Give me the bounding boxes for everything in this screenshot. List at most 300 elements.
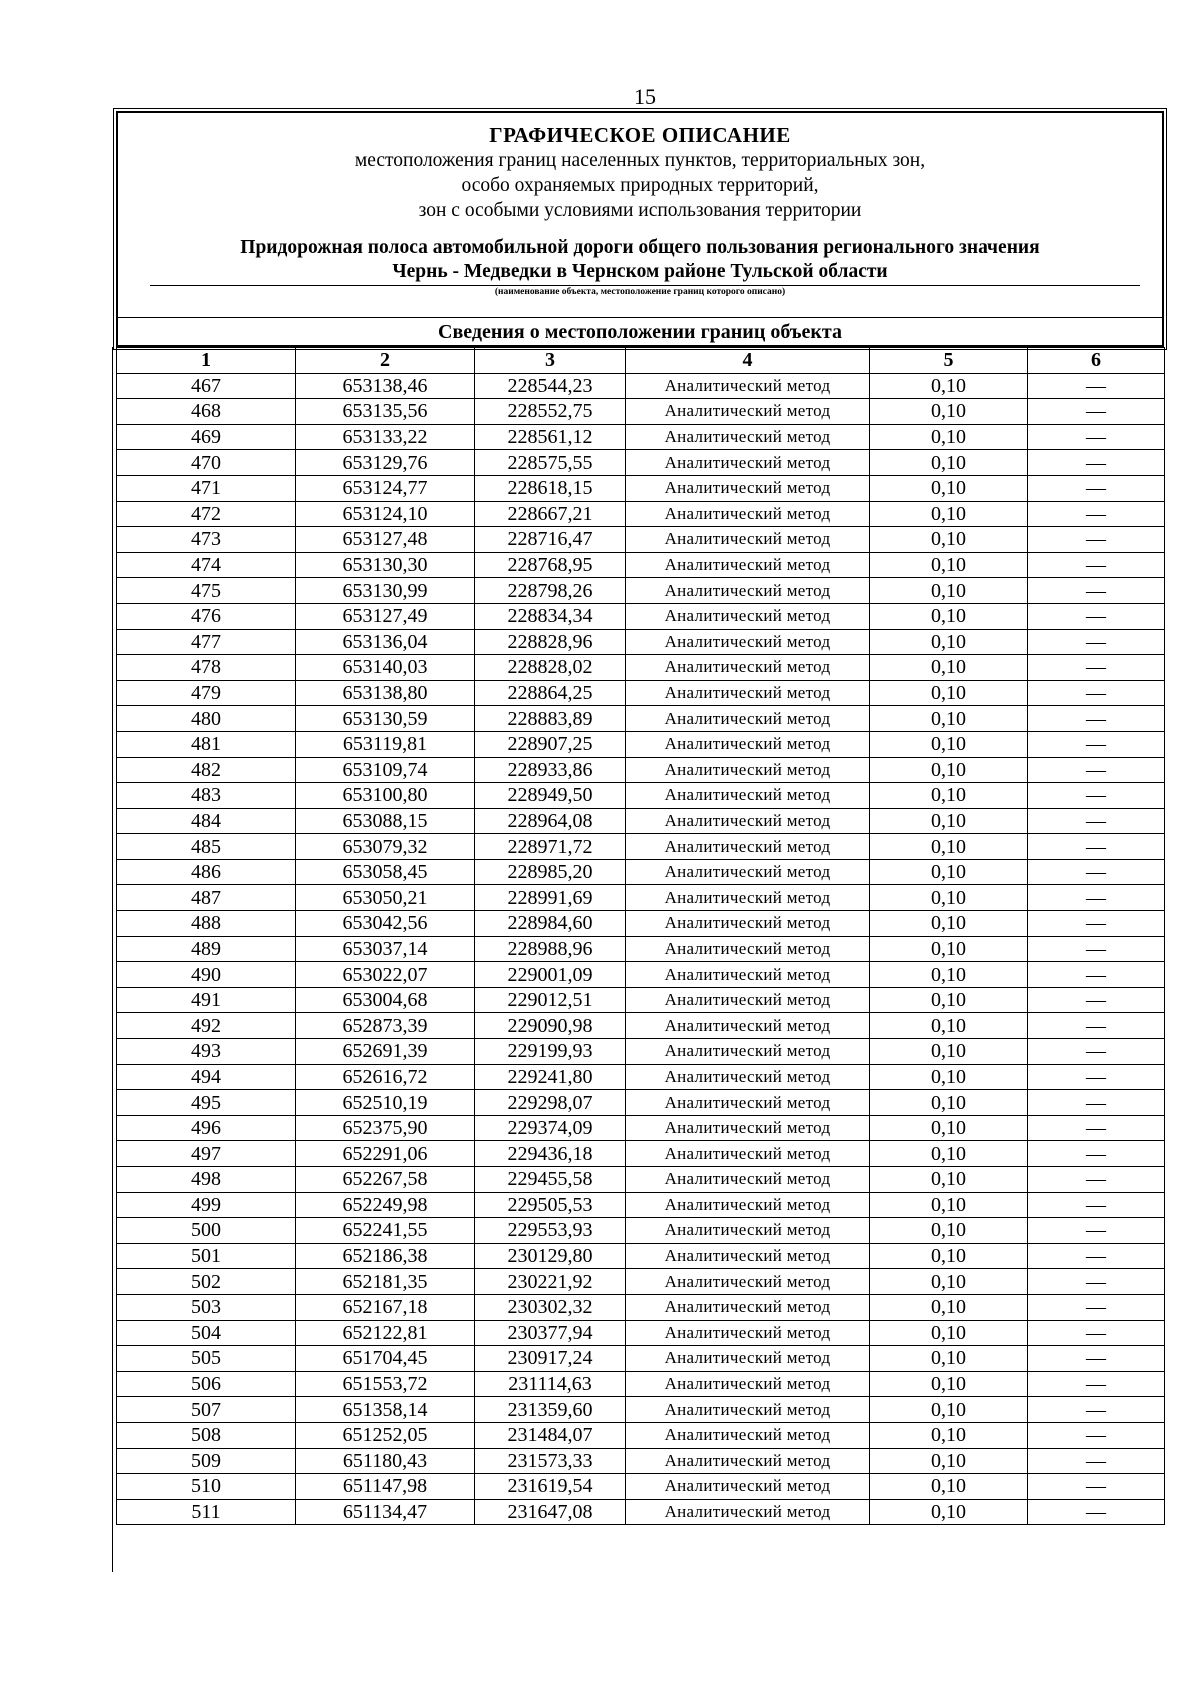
accuracy-cell: 0,10	[870, 1499, 1028, 1525]
accuracy-cell: 0,10	[870, 1243, 1028, 1269]
coordinate-x-cell: 652167,18	[296, 1294, 475, 1320]
description-cell: —	[1028, 1397, 1165, 1423]
point-number-cell: 488	[117, 911, 296, 937]
point-number-cell: 491	[117, 987, 296, 1013]
coordinate-y-cell: 228544,23	[475, 373, 626, 399]
description-cell: —	[1028, 706, 1165, 732]
point-number-cell: 468	[117, 399, 296, 425]
point-number-cell: 498	[117, 1167, 296, 1193]
coordinate-x-cell: 653058,45	[296, 859, 475, 885]
method-cell: Аналитический метод	[626, 680, 870, 706]
coordinate-x-cell: 651553,72	[296, 1371, 475, 1397]
accuracy-cell: 0,10	[870, 475, 1028, 501]
coordinate-x-cell: 653037,14	[296, 936, 475, 962]
point-number-cell: 484	[117, 808, 296, 834]
coordinates-table	[116, 347, 1165, 1525]
accuracy-cell: 0,10	[870, 1371, 1028, 1397]
coordinate-y-cell: 231647,08	[475, 1499, 626, 1525]
point-number-cell: 501	[117, 1243, 296, 1269]
table-row	[117, 1243, 1165, 1269]
object-underline	[150, 285, 1140, 286]
description-cell: —	[1028, 1294, 1165, 1320]
coordinate-y-cell: 228933,86	[475, 757, 626, 783]
table-row	[117, 527, 1165, 553]
table-row	[117, 731, 1165, 757]
accuracy-cell: 0,10	[870, 629, 1028, 655]
accuracy-cell: 0,10	[870, 808, 1028, 834]
coordinate-x-cell: 653124,77	[296, 475, 475, 501]
point-number-cell: 509	[117, 1448, 296, 1474]
table-row	[117, 987, 1165, 1013]
coordinate-x-cell: 653138,46	[296, 373, 475, 399]
coordinate-y-cell: 228964,08	[475, 808, 626, 834]
description-cell: —	[1028, 527, 1165, 553]
description-cell: —	[1028, 834, 1165, 860]
table-row	[117, 859, 1165, 885]
coordinate-x-cell: 653138,80	[296, 680, 475, 706]
table-row	[117, 1064, 1165, 1090]
accuracy-cell: 0,10	[870, 706, 1028, 732]
accuracy-cell: 0,10	[870, 834, 1028, 860]
table-row	[117, 1346, 1165, 1372]
accuracy-cell: 0,10	[870, 1064, 1028, 1090]
point-number-cell: 479	[117, 680, 296, 706]
description-cell: —	[1028, 987, 1165, 1013]
point-number-cell: 505	[117, 1346, 296, 1372]
table-row	[117, 936, 1165, 962]
table-row	[117, 911, 1165, 937]
point-number-cell: 499	[117, 1192, 296, 1218]
coordinate-y-cell: 230917,24	[475, 1346, 626, 1372]
coordinate-y-cell: 228552,75	[475, 399, 626, 425]
coordinate-x-cell: 653088,15	[296, 808, 475, 834]
coordinate-x-cell: 653140,03	[296, 655, 475, 681]
coordinate-x-cell: 653135,56	[296, 399, 475, 425]
point-number-cell: 474	[117, 552, 296, 578]
method-cell: Аналитический метод	[626, 1167, 870, 1193]
point-number-cell: 470	[117, 450, 296, 476]
coordinate-y-cell: 229001,09	[475, 962, 626, 988]
point-number-cell: 508	[117, 1422, 296, 1448]
table-body	[117, 373, 1165, 1525]
coordinate-x-cell: 652241,55	[296, 1218, 475, 1244]
point-number-cell: 494	[117, 1064, 296, 1090]
point-number-cell: 478	[117, 655, 296, 681]
description-cell: —	[1028, 757, 1165, 783]
column-header-5: 5	[870, 348, 1028, 374]
point-number-cell: 489	[117, 936, 296, 962]
point-number-cell: 480	[117, 706, 296, 732]
coordinate-y-cell: 229436,18	[475, 1141, 626, 1167]
point-number-cell: 481	[117, 731, 296, 757]
table-row	[117, 1039, 1165, 1065]
table-row	[117, 1371, 1165, 1397]
coordinate-x-cell: 653127,49	[296, 603, 475, 629]
table-row	[117, 1115, 1165, 1141]
method-cell: Аналитический метод	[626, 1474, 870, 1500]
document-frame	[116, 111, 1164, 1573]
table-row	[117, 399, 1165, 425]
description-cell: —	[1028, 450, 1165, 476]
method-cell: Аналитический метод	[626, 1346, 870, 1372]
point-number-cell: 486	[117, 859, 296, 885]
description-cell: —	[1028, 552, 1165, 578]
coordinate-x-cell: 653127,48	[296, 527, 475, 553]
accuracy-cell: 0,10	[870, 424, 1028, 450]
method-cell: Аналитический метод	[626, 603, 870, 629]
coordinate-y-cell: 230129,80	[475, 1243, 626, 1269]
accuracy-cell: 0,10	[870, 527, 1028, 553]
method-cell: Аналитический метод	[626, 1320, 870, 1346]
method-cell: Аналитический метод	[626, 1115, 870, 1141]
accuracy-cell: 0,10	[870, 911, 1028, 937]
point-number-cell: 490	[117, 962, 296, 988]
table-row	[117, 603, 1165, 629]
table-row	[117, 680, 1165, 706]
description-cell: —	[1028, 1039, 1165, 1065]
coordinate-x-cell: 653129,76	[296, 450, 475, 476]
method-cell: Аналитический метод	[626, 1141, 870, 1167]
coordinate-x-cell: 652375,90	[296, 1115, 475, 1141]
point-number-cell: 492	[117, 1013, 296, 1039]
description-cell: —	[1028, 655, 1165, 681]
description-cell: —	[1028, 629, 1165, 655]
description-cell: —	[1028, 859, 1165, 885]
table-row	[117, 1397, 1165, 1423]
method-cell: Аналитический метод	[626, 1192, 870, 1218]
table-row	[117, 629, 1165, 655]
description-cell: —	[1028, 1115, 1165, 1141]
coordinate-x-cell: 651134,47	[296, 1499, 475, 1525]
table-row	[117, 475, 1165, 501]
accuracy-cell: 0,10	[870, 1320, 1028, 1346]
coordinate-y-cell: 231114,63	[475, 1371, 626, 1397]
coordinate-x-cell: 651358,14	[296, 1397, 475, 1423]
description-cell: —	[1028, 731, 1165, 757]
accuracy-cell: 0,10	[870, 399, 1028, 425]
coordinate-x-cell: 653022,07	[296, 962, 475, 988]
accuracy-cell: 0,10	[870, 987, 1028, 1013]
coordinate-y-cell: 228716,47	[475, 527, 626, 553]
point-number-cell: 493	[117, 1039, 296, 1065]
header-divider	[118, 317, 1162, 318]
method-cell: Аналитический метод	[626, 501, 870, 527]
coordinate-x-cell: 651252,05	[296, 1422, 475, 1448]
accuracy-cell: 0,10	[870, 1294, 1028, 1320]
method-cell: Аналитический метод	[626, 1448, 870, 1474]
point-number-cell: 469	[117, 424, 296, 450]
coordinate-y-cell: 228798,26	[475, 578, 626, 604]
coordinate-y-cell: 228618,15	[475, 475, 626, 501]
coordinate-x-cell: 652249,98	[296, 1192, 475, 1218]
accuracy-cell: 0,10	[870, 1115, 1028, 1141]
accuracy-cell: 0,10	[870, 1397, 1028, 1423]
coordinate-x-cell: 652181,35	[296, 1269, 475, 1295]
accuracy-cell: 0,10	[870, 552, 1028, 578]
point-number-cell: 496	[117, 1115, 296, 1141]
description-cell: —	[1028, 1218, 1165, 1244]
method-cell: Аналитический метод	[626, 1243, 870, 1269]
coordinate-x-cell: 653130,59	[296, 706, 475, 732]
accuracy-cell: 0,10	[870, 450, 1028, 476]
table-row	[117, 885, 1165, 911]
description-cell: —	[1028, 1269, 1165, 1295]
object-name-line-2: Чернь - Медведки в Чернском районе Тульской области	[392, 261, 888, 282]
page-number: 15	[634, 84, 656, 109]
coordinate-y-cell: 228561,12	[475, 424, 626, 450]
table-row	[117, 706, 1165, 732]
coordinate-x-cell: 653100,80	[296, 783, 475, 809]
table-row	[117, 783, 1165, 809]
description-cell: —	[1028, 1090, 1165, 1116]
point-number-cell: 485	[117, 834, 296, 860]
coordinate-y-cell: 228575,55	[475, 450, 626, 476]
accuracy-cell: 0,10	[870, 936, 1028, 962]
method-cell: Аналитический метод	[626, 552, 870, 578]
coordinate-x-cell: 653119,81	[296, 731, 475, 757]
table-row	[117, 757, 1165, 783]
coordinate-x-cell: 653130,30	[296, 552, 475, 578]
description-cell: —	[1028, 1192, 1165, 1218]
point-number-cell: 497	[117, 1141, 296, 1167]
description-cell: —	[1028, 1064, 1165, 1090]
method-cell: Аналитический метод	[626, 655, 870, 681]
method-cell: Аналитический метод	[626, 1499, 870, 1525]
table-row	[117, 578, 1165, 604]
accuracy-cell: 0,10	[870, 1167, 1028, 1193]
method-cell: Аналитический метод	[626, 1064, 870, 1090]
coordinate-y-cell: 228834,34	[475, 603, 626, 629]
point-number-cell: 507	[117, 1397, 296, 1423]
coordinate-x-cell: 652616,72	[296, 1064, 475, 1090]
table-row	[117, 962, 1165, 988]
point-number-cell: 476	[117, 603, 296, 629]
method-cell: Аналитический метод	[626, 475, 870, 501]
coordinate-y-cell: 228988,96	[475, 936, 626, 962]
point-number-cell: 467	[117, 373, 296, 399]
coordinate-x-cell: 653136,04	[296, 629, 475, 655]
coordinate-y-cell: 228991,69	[475, 885, 626, 911]
header-box	[116, 111, 1164, 347]
accuracy-cell: 0,10	[870, 1218, 1028, 1244]
description-cell: —	[1028, 962, 1165, 988]
point-number-cell: 483	[117, 783, 296, 809]
coordinate-x-cell: 652267,58	[296, 1167, 475, 1193]
left-edge-line	[112, 347, 113, 1572]
object-caption: (наименование объекта, местоположение границ которого описано)	[494, 287, 786, 297]
table-row	[117, 1192, 1165, 1218]
accuracy-cell: 0,10	[870, 1090, 1028, 1116]
coordinate-y-cell: 228828,02	[475, 655, 626, 681]
table-row	[117, 1218, 1165, 1244]
accuracy-cell: 0,10	[870, 1422, 1028, 1448]
coordinate-y-cell: 228907,25	[475, 731, 626, 757]
accuracy-cell: 0,10	[870, 962, 1028, 988]
point-number-cell: 471	[117, 475, 296, 501]
method-cell: Аналитический метод	[626, 1422, 870, 1448]
accuracy-cell: 0,10	[870, 373, 1028, 399]
table-row	[117, 1499, 1165, 1525]
description-cell: —	[1028, 1141, 1165, 1167]
method-cell: Аналитический метод	[626, 424, 870, 450]
subtitle-line-3: зон с особыми условиями использования территории	[418, 200, 862, 221]
method-cell: Аналитический метод	[626, 527, 870, 553]
point-number-cell: 487	[117, 885, 296, 911]
method-cell: Аналитический метод	[626, 1294, 870, 1320]
point-number-cell: 502	[117, 1269, 296, 1295]
coordinate-y-cell: 231484,07	[475, 1422, 626, 1448]
point-number-cell: 504	[117, 1320, 296, 1346]
coordinate-x-cell: 651704,45	[296, 1346, 475, 1372]
coordinate-y-cell: 228864,25	[475, 680, 626, 706]
column-header-4: 4	[626, 348, 870, 374]
description-cell: —	[1028, 783, 1165, 809]
method-cell: Аналитический метод	[626, 757, 870, 783]
point-number-cell: 475	[117, 578, 296, 604]
method-cell: Аналитический метод	[626, 834, 870, 860]
object-name-line-1: Придорожная полоса автомобильной дороги общего пользования регионального значения	[240, 237, 1040, 258]
coordinate-y-cell: 229241,80	[475, 1064, 626, 1090]
description-cell: —	[1028, 1448, 1165, 1474]
accuracy-cell: 0,10	[870, 783, 1028, 809]
table-row	[117, 1474, 1165, 1500]
coordinate-y-cell: 231359,60	[475, 1397, 626, 1423]
description-cell: —	[1028, 1474, 1165, 1500]
coordinate-y-cell: 228984,60	[475, 911, 626, 937]
method-cell: Аналитический метод	[626, 373, 870, 399]
description-cell: —	[1028, 373, 1165, 399]
description-cell: —	[1028, 399, 1165, 425]
method-cell: Аналитический метод	[626, 731, 870, 757]
table-row	[117, 1294, 1165, 1320]
coordinate-x-cell: 652873,39	[296, 1013, 475, 1039]
method-cell: Аналитический метод	[626, 783, 870, 809]
description-cell: —	[1028, 885, 1165, 911]
point-number-cell: 510	[117, 1474, 296, 1500]
table-row	[117, 373, 1165, 399]
method-cell: Аналитический метод	[626, 1090, 870, 1116]
accuracy-cell: 0,10	[870, 1269, 1028, 1295]
coordinate-y-cell: 229455,58	[475, 1167, 626, 1193]
method-cell: Аналитический метод	[626, 859, 870, 885]
method-cell: Аналитический метод	[626, 399, 870, 425]
description-cell: —	[1028, 936, 1165, 962]
point-number-cell: 477	[117, 629, 296, 655]
coordinate-x-cell: 651180,43	[296, 1448, 475, 1474]
coordinate-x-cell: 653004,68	[296, 987, 475, 1013]
table-row	[117, 424, 1165, 450]
point-number-cell: 503	[117, 1294, 296, 1320]
method-cell: Аналитический метод	[626, 1397, 870, 1423]
column-header-1: 1	[117, 348, 296, 374]
coordinate-y-cell: 228971,72	[475, 834, 626, 860]
coordinate-y-cell: 228768,95	[475, 552, 626, 578]
coordinate-y-cell: 229553,93	[475, 1218, 626, 1244]
method-cell: Аналитический метод	[626, 962, 870, 988]
coordinate-x-cell: 653050,21	[296, 885, 475, 911]
accuracy-cell: 0,10	[870, 1039, 1028, 1065]
coordinate-y-cell: 229090,98	[475, 1013, 626, 1039]
method-cell: Аналитический метод	[626, 885, 870, 911]
document-title: ГРАФИЧЕСКОЕ ОПИСАНИЕ	[489, 123, 791, 147]
coordinate-x-cell: 653133,22	[296, 424, 475, 450]
coordinate-y-cell: 228985,20	[475, 859, 626, 885]
coordinate-y-cell: 229505,53	[475, 1192, 626, 1218]
description-cell: —	[1028, 501, 1165, 527]
coordinate-y-cell: 228667,21	[475, 501, 626, 527]
accuracy-cell: 0,10	[870, 1474, 1028, 1500]
coordinate-x-cell: 653079,32	[296, 834, 475, 860]
point-number-cell: 495	[117, 1090, 296, 1116]
accuracy-cell: 0,10	[870, 501, 1028, 527]
column-header-2: 2	[296, 348, 475, 374]
coordinate-x-cell: 653130,99	[296, 578, 475, 604]
coordinate-x-cell: 652186,38	[296, 1243, 475, 1269]
coordinate-x-cell: 653109,74	[296, 757, 475, 783]
description-cell: —	[1028, 424, 1165, 450]
coordinate-y-cell: 230302,32	[475, 1294, 626, 1320]
description-cell: —	[1028, 1167, 1165, 1193]
accuracy-cell: 0,10	[870, 655, 1028, 681]
description-cell: —	[1028, 1013, 1165, 1039]
table-row	[117, 501, 1165, 527]
coordinate-x-cell: 651147,98	[296, 1474, 475, 1500]
table-row	[117, 808, 1165, 834]
description-cell: —	[1028, 1422, 1165, 1448]
method-cell: Аналитический метод	[626, 1013, 870, 1039]
method-cell: Аналитический метод	[626, 450, 870, 476]
description-cell: —	[1028, 911, 1165, 937]
coordinate-x-cell: 653042,56	[296, 911, 475, 937]
table-row	[117, 450, 1165, 476]
description-cell: —	[1028, 1499, 1165, 1525]
coordinate-y-cell: 231619,54	[475, 1474, 626, 1500]
column-header-6: 6	[1028, 348, 1165, 374]
coordinate-y-cell: 229012,51	[475, 987, 626, 1013]
accuracy-cell: 0,10	[870, 757, 1028, 783]
description-cell: —	[1028, 1346, 1165, 1372]
table-row	[117, 1320, 1165, 1346]
table-row	[117, 655, 1165, 681]
method-cell: Аналитический метод	[626, 1371, 870, 1397]
subtitle-line-1: местоположения границ населенных пунктов, территориальных зон,	[354, 150, 926, 171]
accuracy-cell: 0,10	[870, 680, 1028, 706]
table-row	[117, 1013, 1165, 1039]
method-cell: Аналитический метод	[626, 1218, 870, 1244]
point-number-cell: 472	[117, 501, 296, 527]
accuracy-cell: 0,10	[870, 1192, 1028, 1218]
accuracy-cell: 0,10	[870, 603, 1028, 629]
coordinate-x-cell: 652291,06	[296, 1141, 475, 1167]
method-cell: Аналитический метод	[626, 987, 870, 1013]
coordinate-y-cell: 229374,09	[475, 1115, 626, 1141]
method-cell: Аналитический метод	[626, 1039, 870, 1065]
method-cell: Аналитический метод	[626, 706, 870, 732]
accuracy-cell: 0,10	[870, 1448, 1028, 1474]
coordinate-x-cell: 652122,81	[296, 1320, 475, 1346]
accuracy-cell: 0,10	[870, 1346, 1028, 1372]
description-cell: —	[1028, 1320, 1165, 1346]
method-cell: Аналитический метод	[626, 578, 870, 604]
coordinate-y-cell: 230377,94	[475, 1320, 626, 1346]
accuracy-cell: 0,10	[870, 731, 1028, 757]
accuracy-cell: 0,10	[870, 578, 1028, 604]
accuracy-cell: 0,10	[870, 1013, 1028, 1039]
accuracy-cell: 0,10	[870, 885, 1028, 911]
table-row	[117, 1269, 1165, 1295]
description-cell: —	[1028, 808, 1165, 834]
point-number-cell: 511	[117, 1499, 296, 1525]
